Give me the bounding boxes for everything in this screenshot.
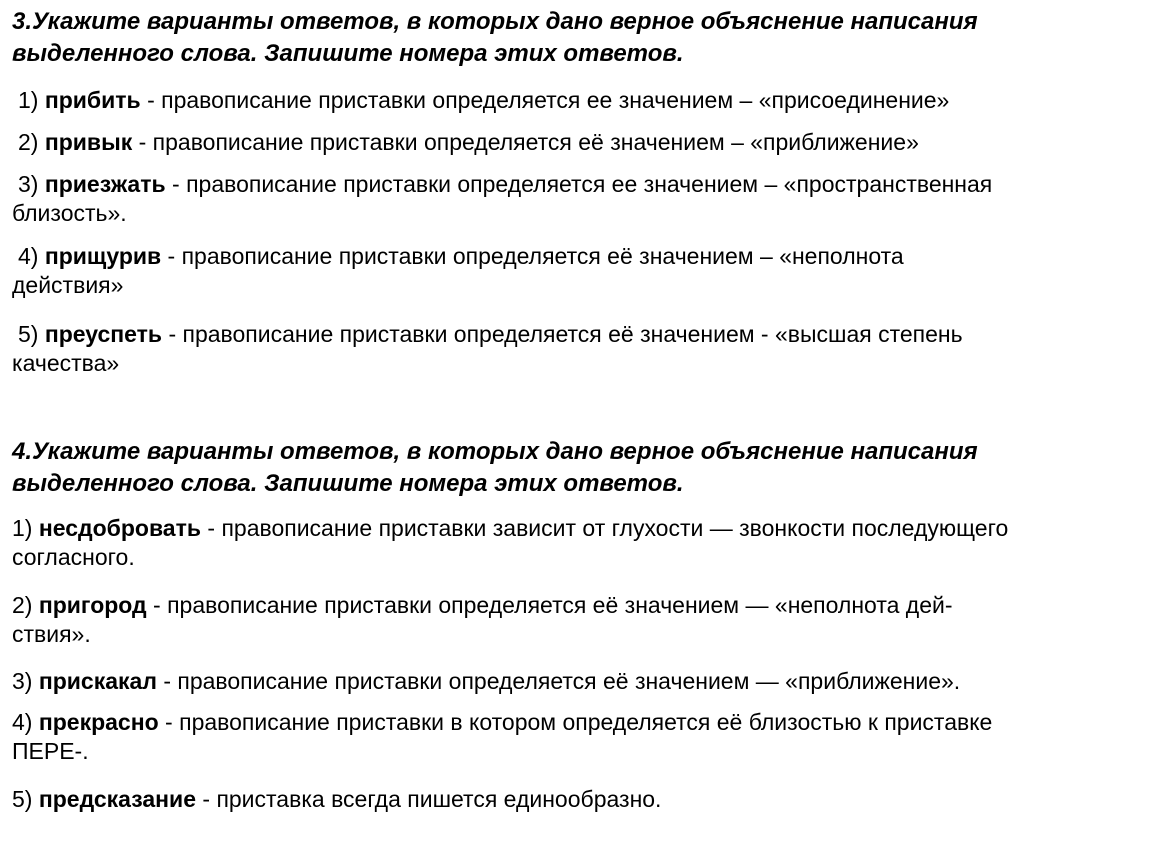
option-text: - правописание приставки определяется ее значением – «пространственная bbox=[165, 171, 993, 197]
option-word: предсказание bbox=[38, 786, 196, 812]
option-text: - правописание приставки определяется её значением – «приближение» bbox=[132, 129, 919, 155]
option-text: - правописание приставки определяется её значением – «неполнота bbox=[161, 243, 904, 269]
question-4-title-line-2: выделенного слова. Запишите номера этих ответов. bbox=[12, 470, 684, 497]
option-text: - правописание приставки определяется её значением — «приближение». bbox=[156, 668, 961, 694]
option-number: 5) bbox=[18, 321, 39, 347]
question-4-option-3 bbox=[12, 667, 1142, 696]
question-3-option-4 bbox=[12, 242, 1142, 300]
option-text: - правописание приставки зависит от глухости — звонкости последующего bbox=[201, 515, 1009, 541]
option-continuation: близость». bbox=[12, 200, 127, 226]
option-number: 1) bbox=[12, 515, 33, 541]
option-text: - приставка всегда пишется единообразно. bbox=[196, 786, 662, 812]
option-number: 4) bbox=[18, 243, 39, 269]
option-number: 3) bbox=[12, 668, 33, 694]
option-word: прискакал bbox=[38, 668, 157, 694]
option-word: привык bbox=[44, 129, 133, 155]
option-continuation: качества» bbox=[12, 350, 120, 376]
option-number: 5) bbox=[12, 786, 33, 812]
question-3-title-line-2: выделенного слова. Запишите номера этих ответов. bbox=[12, 40, 684, 67]
option-number: 2) bbox=[18, 129, 39, 155]
option-word: прекрасно bbox=[38, 709, 159, 735]
question-4-option-2 bbox=[12, 591, 1142, 649]
option-continuation: согласного. bbox=[12, 544, 135, 570]
question-4-option-4 bbox=[12, 708, 1142, 766]
option-number: 2) bbox=[12, 592, 33, 618]
option-word: приезжать bbox=[44, 171, 166, 197]
question-4-option-5 bbox=[12, 785, 1142, 814]
option-text: - правописание приставки определяется её значением - «высшая степень bbox=[162, 321, 963, 347]
option-text: - правописание приставки определяется ее значением – «присоединение» bbox=[140, 87, 950, 113]
option-word: несдобровать bbox=[38, 515, 202, 541]
option-text: - правописание приставки определяется её значением — «неполнота дей- bbox=[146, 592, 953, 618]
question-4-option-1 bbox=[12, 514, 1142, 572]
option-number: 4) bbox=[12, 709, 33, 735]
option-number: 3) bbox=[18, 171, 39, 197]
question-4 bbox=[12, 436, 1142, 500]
option-word: пригород bbox=[38, 592, 147, 618]
option-text: - правописание приставки в котором определяется её близостью к приставке bbox=[158, 709, 993, 735]
question-3-option-5 bbox=[12, 320, 1142, 378]
option-continuation: ствия». bbox=[12, 621, 91, 647]
option-continuation: ПЕРЕ-. bbox=[12, 738, 89, 764]
question-4-title-line-1: 4.Укажите варианты ответов, в которых дано верное объяснение написания bbox=[12, 438, 978, 465]
option-word: прибить bbox=[44, 87, 141, 113]
question-3-option-2 bbox=[12, 128, 1148, 157]
question-3 bbox=[12, 6, 1142, 70]
option-number: 1) bbox=[18, 87, 39, 113]
question-3-option-3 bbox=[12, 170, 1142, 228]
question-3-title-line-1: 3.Укажите варианты ответов, в которых дано верное объяснение написания bbox=[12, 8, 978, 35]
option-word: прищурив bbox=[44, 243, 162, 269]
option-continuation: действия» bbox=[12, 272, 124, 298]
option-word: преуспеть bbox=[44, 321, 163, 347]
question-3-option-1 bbox=[12, 86, 1148, 115]
